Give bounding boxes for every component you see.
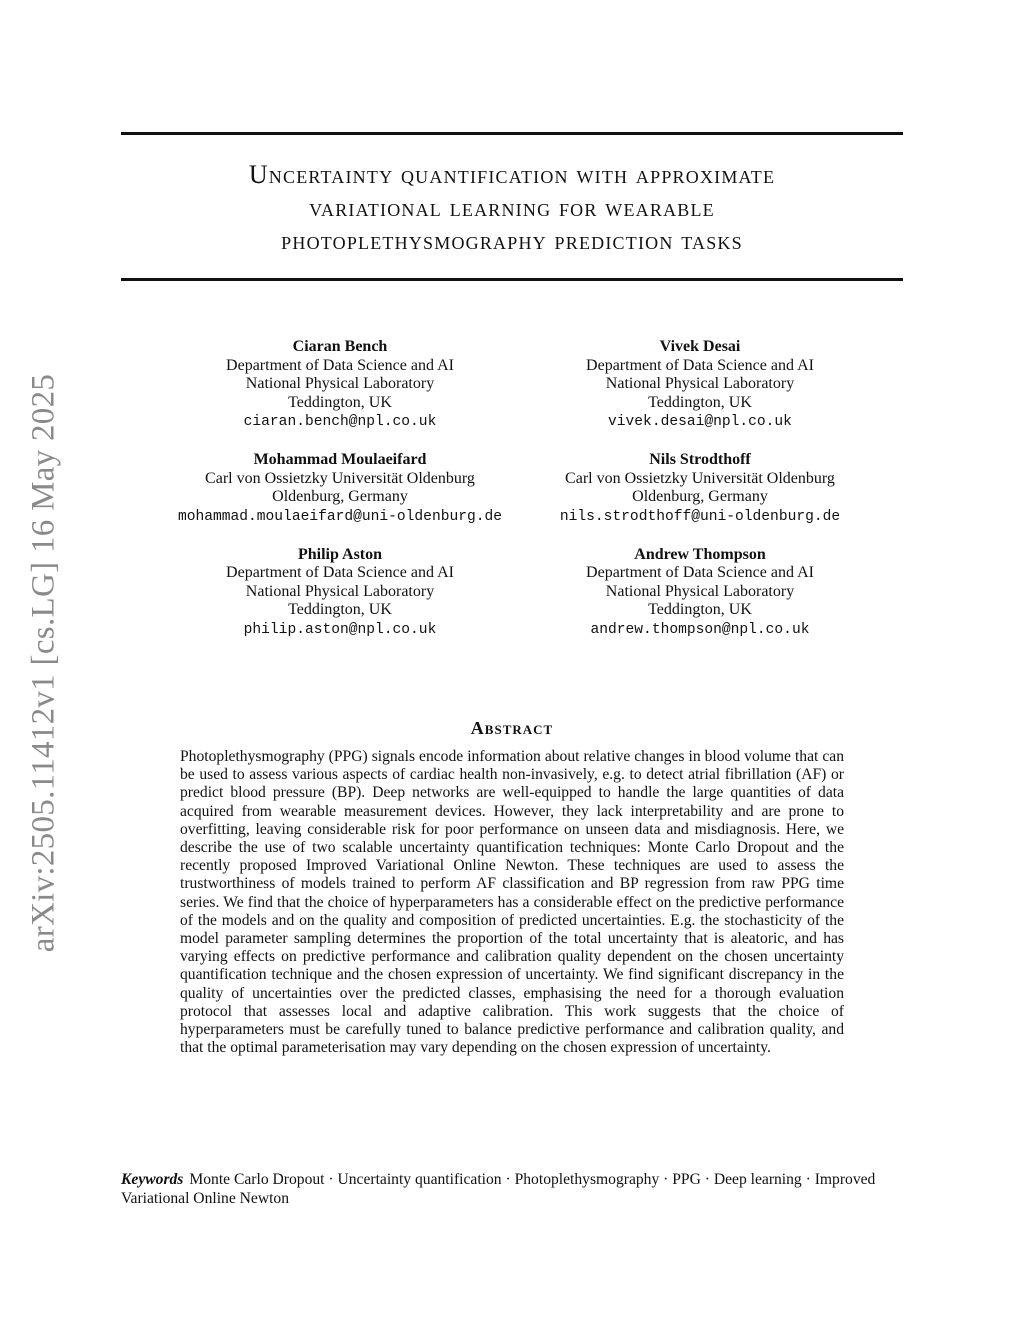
author-email[interactable]: mohammad.moulaeifard@uni-oldenburg.de [177,508,503,525]
keywords [121,1170,903,1208]
author-name: Philip Aston [297,545,383,563]
arxiv-side-stamp: arXiv:2505.11412v1 [cs.LG] 16 May 2025 [25,373,62,953]
author-name: Andrew Thompson [634,545,766,563]
author-department: Department of Data Science and AI [586,564,814,581]
author-name: Ciaran Bench [292,338,388,355]
title-rule-top [121,132,903,135]
author-location: Oldenburg, Germany [632,488,768,505]
author-block [520,451,880,527]
author-block [520,338,880,432]
paper-title [121,158,903,257]
author-block [160,338,520,432]
author-department: Department of Data Science and AI [586,356,814,374]
author-location: Teddington, UK [288,601,392,618]
author-name: Vivek Desai [659,338,741,355]
abstract-heading: Abstract [470,718,554,738]
author-institution: National Physical Laboratory [605,375,795,392]
keywords-text: Monte Carlo Dropout · Uncertainty quantification · Photoplethysmography · PPG · Deep learning · Improved Variational Online Newton [121,1171,876,1207]
author-name: Nils Strodthoff [649,451,751,468]
author-institution: National Physical Laboratory [245,375,435,392]
author-email[interactable]: andrew.thompson@npl.co.uk [590,621,810,638]
author-institution: National Physical Laboratory [605,582,795,600]
author-location: Teddington, UK [648,393,752,411]
author-block [160,546,520,640]
author-location: Oldenburg, Germany [272,488,408,505]
author-email[interactable]: philip.aston@npl.co.uk [243,621,437,638]
author-email[interactable]: vivek.desai@npl.co.uk [608,414,792,430]
keywords-label: Keywords [121,1171,184,1188]
title-line: variational learning for wearable [309,193,715,222]
author-list [160,338,880,640]
author-location: Teddington, UK [288,393,392,411]
author-block [520,546,880,640]
author-location: Teddington, UK [648,601,752,618]
title-line: Uncertainty quantification with approximate [248,160,776,189]
title-rule-bottom [121,278,903,281]
author-name: Mohammad Moulaeifard [253,451,427,468]
title-line: photoplethysmography prediction tasks [281,226,743,255]
author-block [160,451,520,527]
author-department: Department of Data Science and AI [226,356,454,374]
author-department: Department of Data Science and AI [226,564,454,581]
abstract-text: Photoplethysmography (PPG) signals encode information about relative changes in blood volume that can be used to assess various aspects of cardiac health non-invasively, e.g. to detect atrial fibrillation (AF) or predict blood pressure (BP). Deep networks are well-equipped to handle the large quantities of data acquired from wearable measurement devices. However, they lack interpretability and are prone to overfitting, leaving considerable risk for poor performance on unseen data and misdiagnosis. Here, we describe the use of two scalable uncertainty quantification techniques: Monte Carlo Dropout and the recently proposed Improved Variational Online Newton. These techniques are used to assess the trustworthiness of models trained to perform AF classification and BP regression from raw PPG time series. We find that the choice of hyperparameters has a considerable effect on the predictive performance of the models and on the quality and composition of predicted uncertainties. E.g. the stochasticity of the model parameter sampling determines the proportion of the total uncertainty that is aleatoric, and has varying effects on predictive performance and calibration quality dependent on the chosen uncertainty quantification technique and the chosen expression of uncertainty. We find significant discrepancy in the quality of uncertainties over the predicted classes, emphasising the need for a thorough evaluation protocol that assesses local and adaptive calibration. This work suggests that the choice of hyperparameters must be carefully tuned to balance predictive performance and calibration quality, and that the optimal parameterisation may vary depending on the chosen expression of uncertainty. [180,748,844,1057]
author-institution: Carl von Ossietzky Universität Oldenburg [565,469,835,487]
author-email[interactable]: nils.strodthoff@uni-oldenburg.de [559,508,841,525]
author-institution: Carl von Ossietzky Universität Oldenburg [205,469,475,487]
author-email[interactable]: ciaran.bench@npl.co.uk [243,414,437,430]
author-institution: National Physical Laboratory [245,582,435,600]
